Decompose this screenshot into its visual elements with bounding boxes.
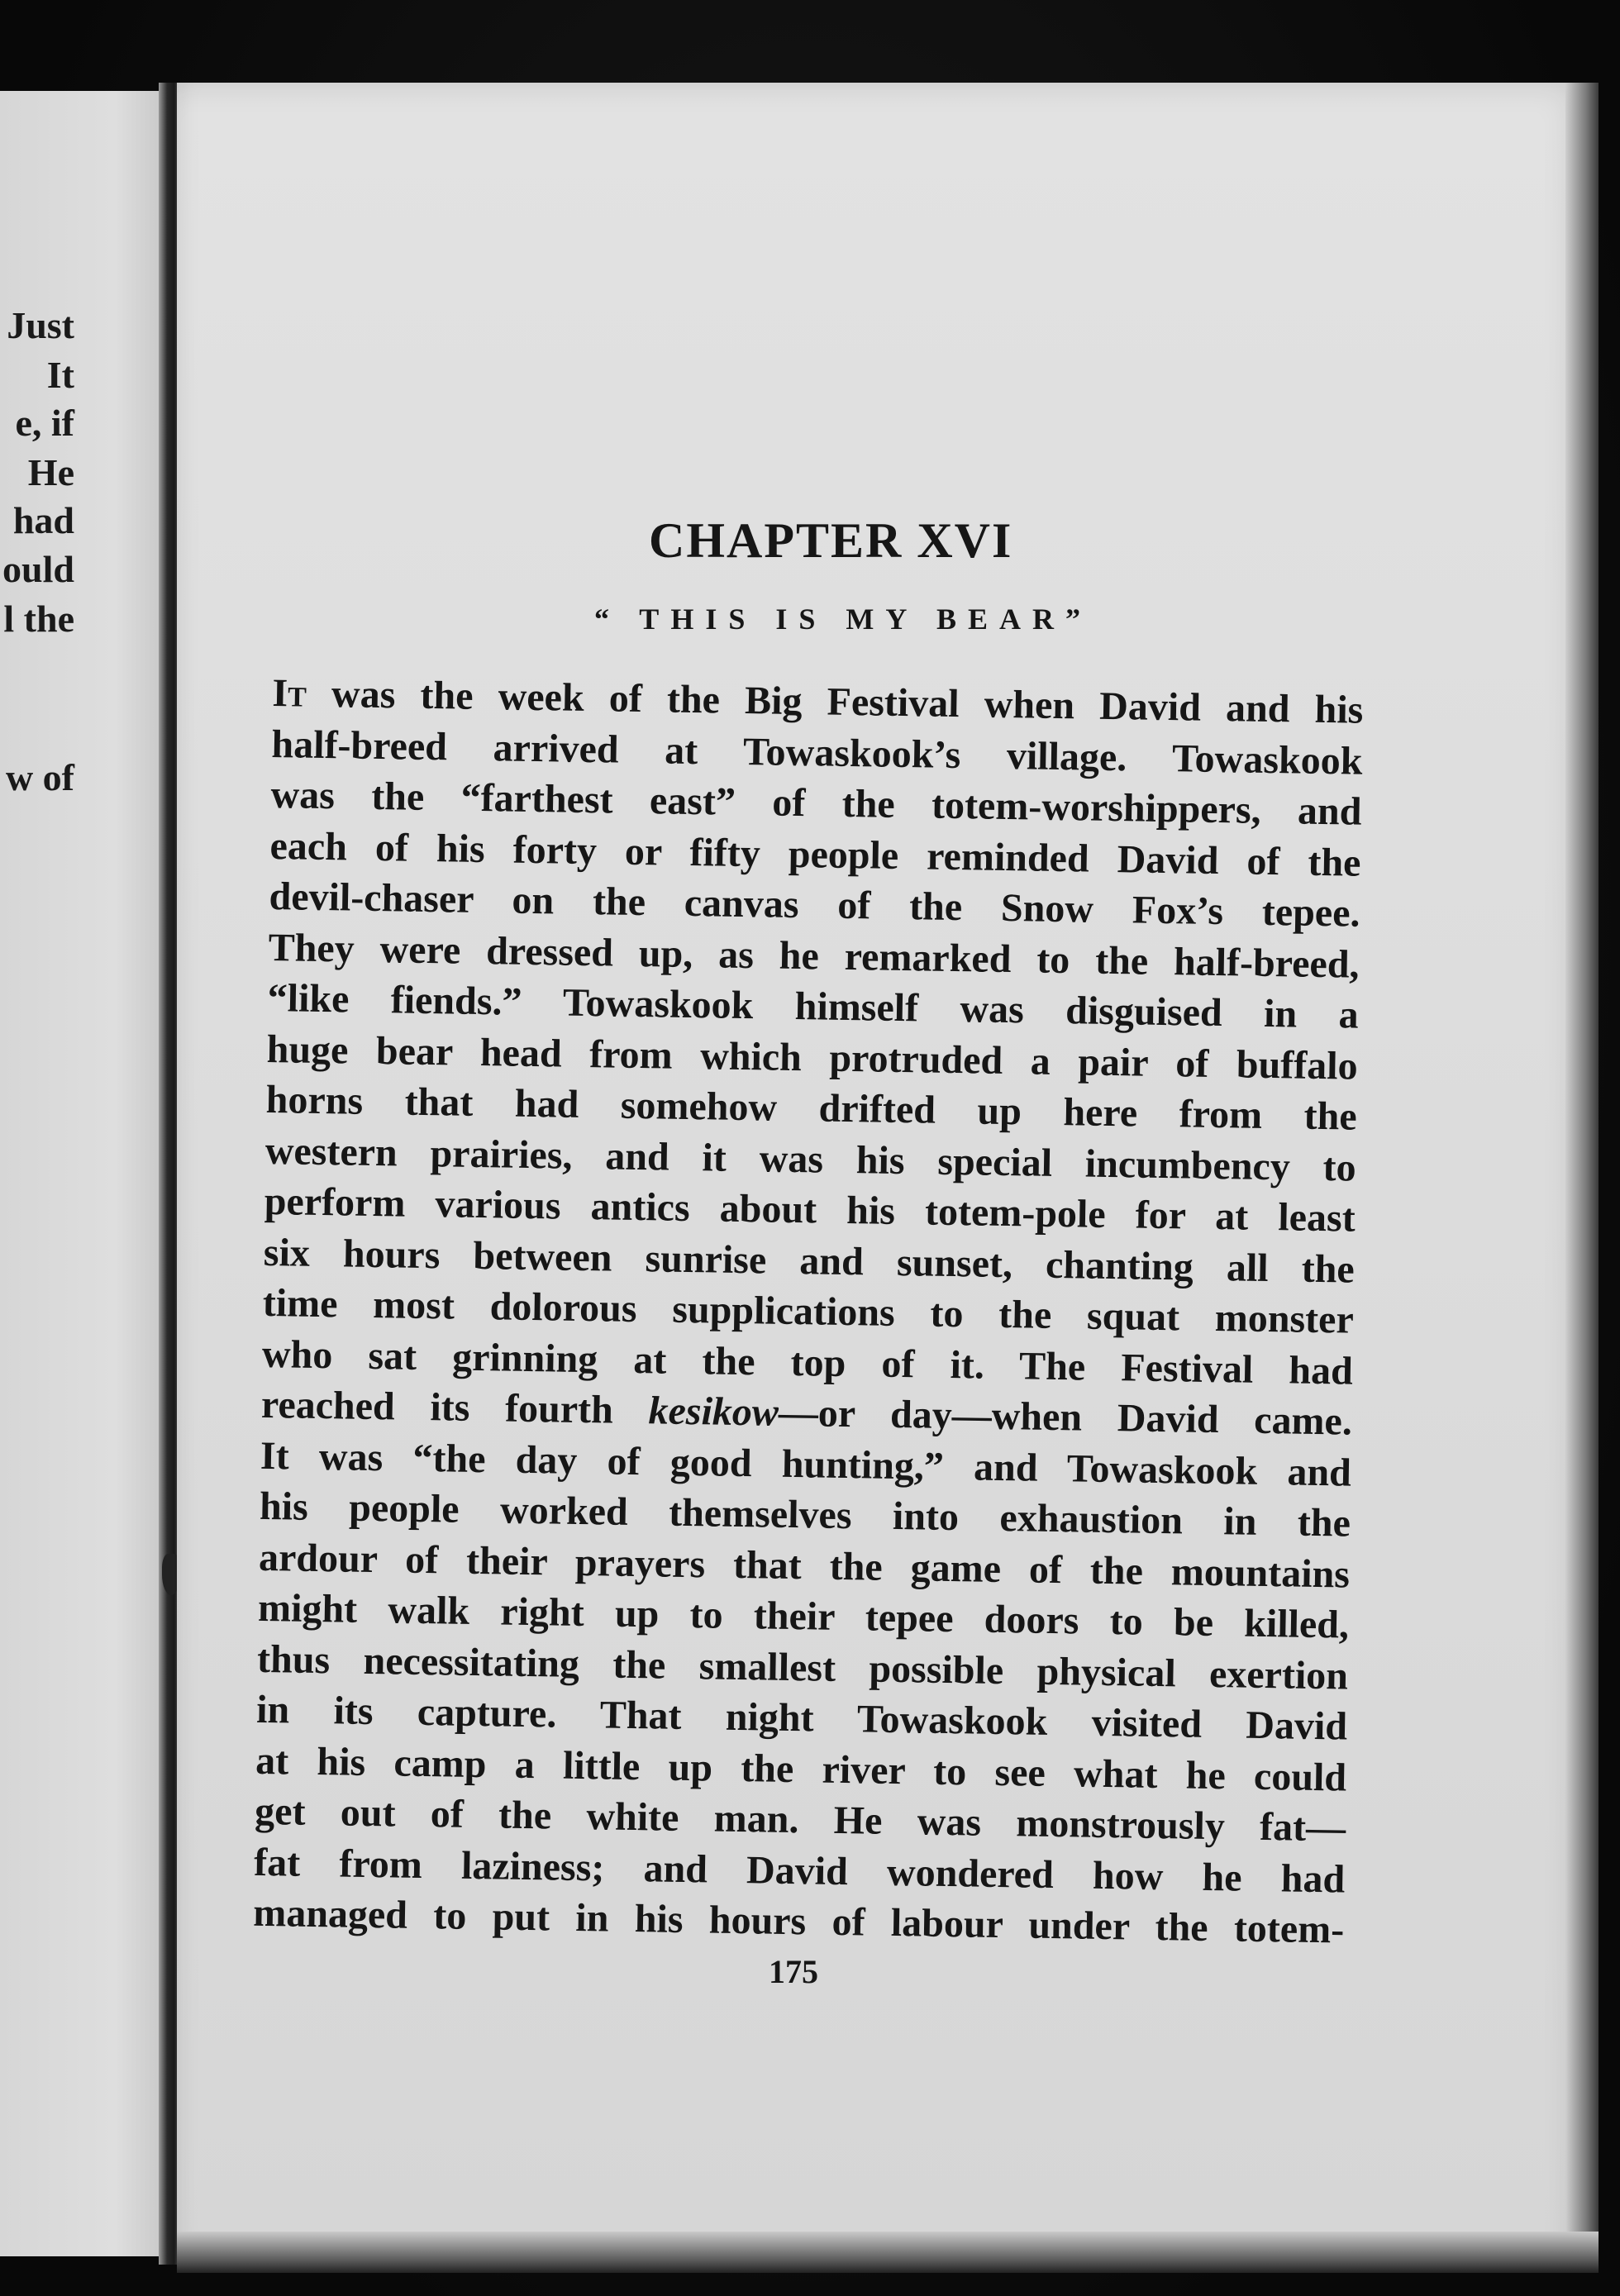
text-line: might walk right up to their tepee doors to be killed, — [257, 1585, 1350, 1647]
text-line: horns that had somehow drifted up here from the — [265, 1077, 1358, 1139]
chapter-body — [253, 668, 1364, 1955]
text-line: managed to put in his hours of labour under the totem- — [252, 1890, 1345, 1952]
previous-page-line: had — [12, 499, 74, 541]
text-line: They were dressed up, as he remarked to the half-breed, — [268, 925, 1360, 987]
previous-page-line: l the — [3, 598, 74, 640]
page-bottom-edge — [177, 2232, 1599, 2273]
text-line: time most dolorous supplications to the squat monster — [262, 1280, 1355, 1342]
text-line: who sat grinning at the top of it. The Festival had — [261, 1331, 1354, 1393]
text-line: six hours between sunrise and sunset, chanting all the — [263, 1230, 1356, 1292]
previous-page-line: ould — [2, 548, 74, 590]
text-line: his people worked themselves into exhaustion in the — [259, 1484, 1351, 1546]
previous-page-line: Just — [7, 304, 74, 346]
page-right-edge — [1565, 83, 1599, 2273]
text-line: at his camp a little up the river to see what he could — [255, 1738, 1347, 1800]
text-line: “like fiends.” Towaskook himself was disguised in a — [267, 975, 1359, 1037]
text-fragment: reached its fourth — [260, 1382, 649, 1433]
text-line: get out of the white man. He was monstrously fat— — [254, 1789, 1346, 1851]
previous-page-line: He — [27, 451, 74, 493]
text-line: It was “the day of good hunting,” and Towaskook and — [260, 1433, 1352, 1495]
previous-page-fragment — [0, 91, 165, 2256]
text-line: fat from laziness; and David wondered how he had — [253, 1840, 1346, 1902]
text-line: was the “farthest east” of the totem-worshippers, and — [270, 772, 1362, 834]
page-number: 175 — [769, 1953, 818, 1990]
chapter-title: CHAPTER XVI — [649, 513, 1013, 568]
text-fragment: —or day—when David came. — [778, 1390, 1353, 1444]
drop-word: It — [272, 670, 307, 716]
previous-page-line: w of — [5, 756, 74, 798]
chapter-subtitle: “ THIS IS MY BEAR” — [593, 603, 1093, 636]
text-line: perform various antics about his totem-pole for at least — [264, 1179, 1356, 1241]
italic-word: kesikow — [648, 1389, 779, 1435]
text-line: huge bear head from which protruded a pair of buffalo — [266, 1027, 1359, 1088]
previous-page-line: It — [46, 354, 74, 396]
text-line: each of his forty or fifty people reminded David of the — [269, 823, 1361, 885]
text-line: thus necessitating the smallest possible physical exertion — [256, 1636, 1349, 1698]
text-line: in its capture. That night Towaskook visited David — [255, 1687, 1348, 1749]
text-line: western prairies, and it was his special incumbency to — [264, 1128, 1357, 1190]
previous-page-line: e, if — [15, 402, 74, 444]
text-fragment: was the week of the Big Festival when David and his — [306, 671, 1364, 732]
text-line: ardour of their prayers that the game of the mountains — [258, 1535, 1351, 1597]
text-line: half-breed arrived at Towaskook’s village. Towaskook — [271, 722, 1363, 784]
text-line: devil-chaser on the canvas of the Snow Fox’s tepee. — [269, 874, 1360, 936]
